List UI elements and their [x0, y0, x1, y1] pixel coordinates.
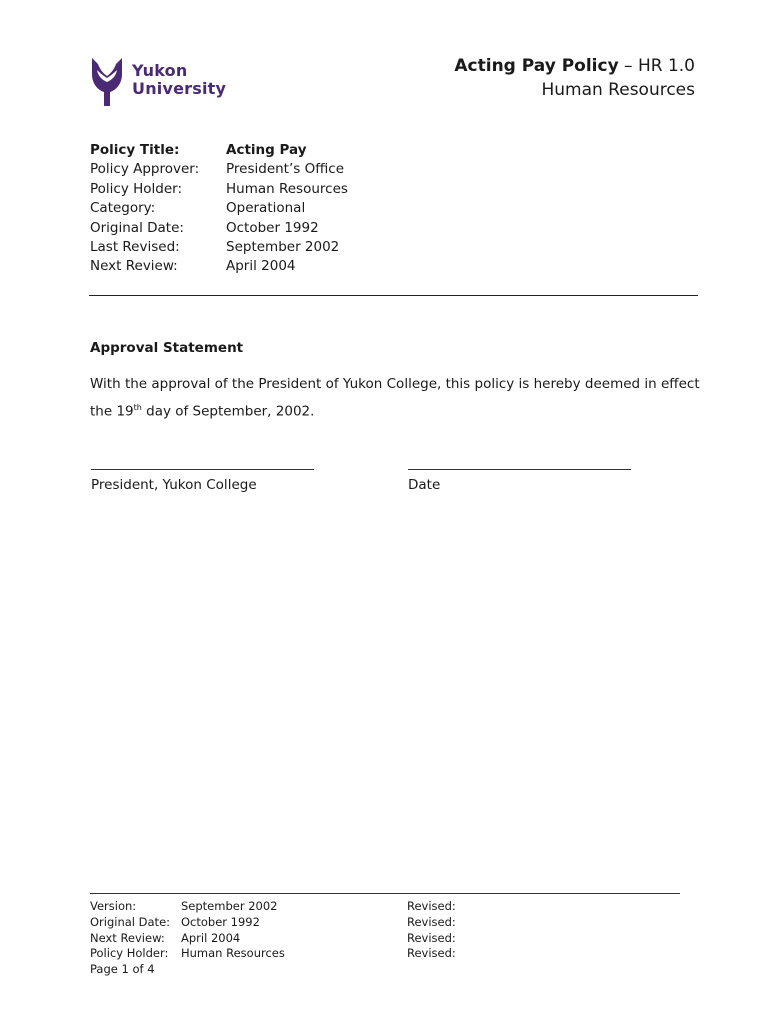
meta-row — [90, 238, 348, 257]
meta-label: Next Review: — [90, 258, 178, 275]
approval-heading: Approval Statement — [90, 340, 244, 356]
footer-label: Next Review: — [90, 930, 165, 945]
document-title-bold: Acting Pay Policy — [454, 56, 619, 76]
meta-value: Acting Pay — [226, 142, 307, 158]
meta-label: Original Date: — [90, 219, 184, 236]
footer-row — [90, 946, 285, 962]
meta-value: President’s Office — [226, 161, 344, 178]
logo-line-2: University — [132, 79, 227, 98]
meta-label: Category: — [90, 200, 156, 217]
signature-line-date — [408, 469, 631, 470]
meta-row — [90, 219, 348, 238]
footer-revised-label: Revised: — [407, 899, 456, 913]
section-divider — [89, 295, 698, 296]
footer-row — [90, 899, 285, 915]
document-title-code: – HR 1.0 — [618, 56, 695, 76]
footer-value: September 2002 — [181, 899, 278, 913]
meta-value: September 2002 — [226, 239, 340, 256]
page-number: Page 1 of 4 — [90, 962, 155, 977]
footer-revised-label: Revised: — [407, 930, 456, 945]
signature-line-president — [91, 469, 314, 470]
logo-line-1: Yukon — [132, 61, 188, 80]
footer-revisions — [407, 899, 456, 962]
approval-text-part-1: With the approval of the President of Yukon College, this policy is hereby deemed in effect the 19 — [90, 376, 700, 420]
policy-metadata — [90, 141, 348, 277]
meta-value: Human Resources — [226, 180, 348, 197]
approval-superscript: th — [133, 403, 142, 412]
footer-row — [90, 931, 285, 947]
footer-row — [90, 915, 285, 931]
meta-row — [90, 257, 348, 276]
document-subtitle: Human Resources — [541, 80, 695, 100]
footer-version-info — [90, 899, 285, 978]
signature-label-date: Date — [408, 477, 441, 493]
meta-value: Operational — [226, 200, 306, 217]
footer-label: Version: — [90, 899, 137, 913]
footer-label: Policy Holder: — [90, 946, 169, 961]
logo-wordmark — [132, 62, 226, 98]
approval-text-part-2: day of September, 2002. — [141, 403, 315, 420]
footer-revised-label: Revised: — [407, 946, 456, 961]
meta-row — [90, 180, 348, 199]
yukon-university-logo — [88, 56, 227, 108]
approval-statement — [90, 373, 700, 424]
meta-label: Policy Approver: — [90, 161, 200, 178]
footer-value: April 2004 — [181, 930, 241, 945]
document-title — [454, 56, 695, 76]
meta-label: Policy Title: — [90, 142, 180, 158]
meta-value: April 2004 — [226, 258, 296, 275]
meta-label: Policy Holder: — [90, 180, 183, 197]
footer-label: Original Date: — [90, 914, 171, 929]
meta-row — [90, 141, 348, 160]
footer-value: Human Resources — [181, 946, 285, 961]
meta-label: Last Revised: — [90, 239, 180, 256]
footer-revised-label: Revised: — [407, 914, 456, 929]
meta-row — [90, 160, 348, 179]
meta-row — [90, 199, 348, 218]
signature-label-president: President, Yukon College — [91, 477, 257, 493]
footer-value: October 1992 — [181, 914, 260, 929]
footer-divider — [90, 893, 680, 894]
meta-value: October 1992 — [226, 219, 319, 236]
yukon-leaf-logo-icon — [88, 56, 128, 108]
